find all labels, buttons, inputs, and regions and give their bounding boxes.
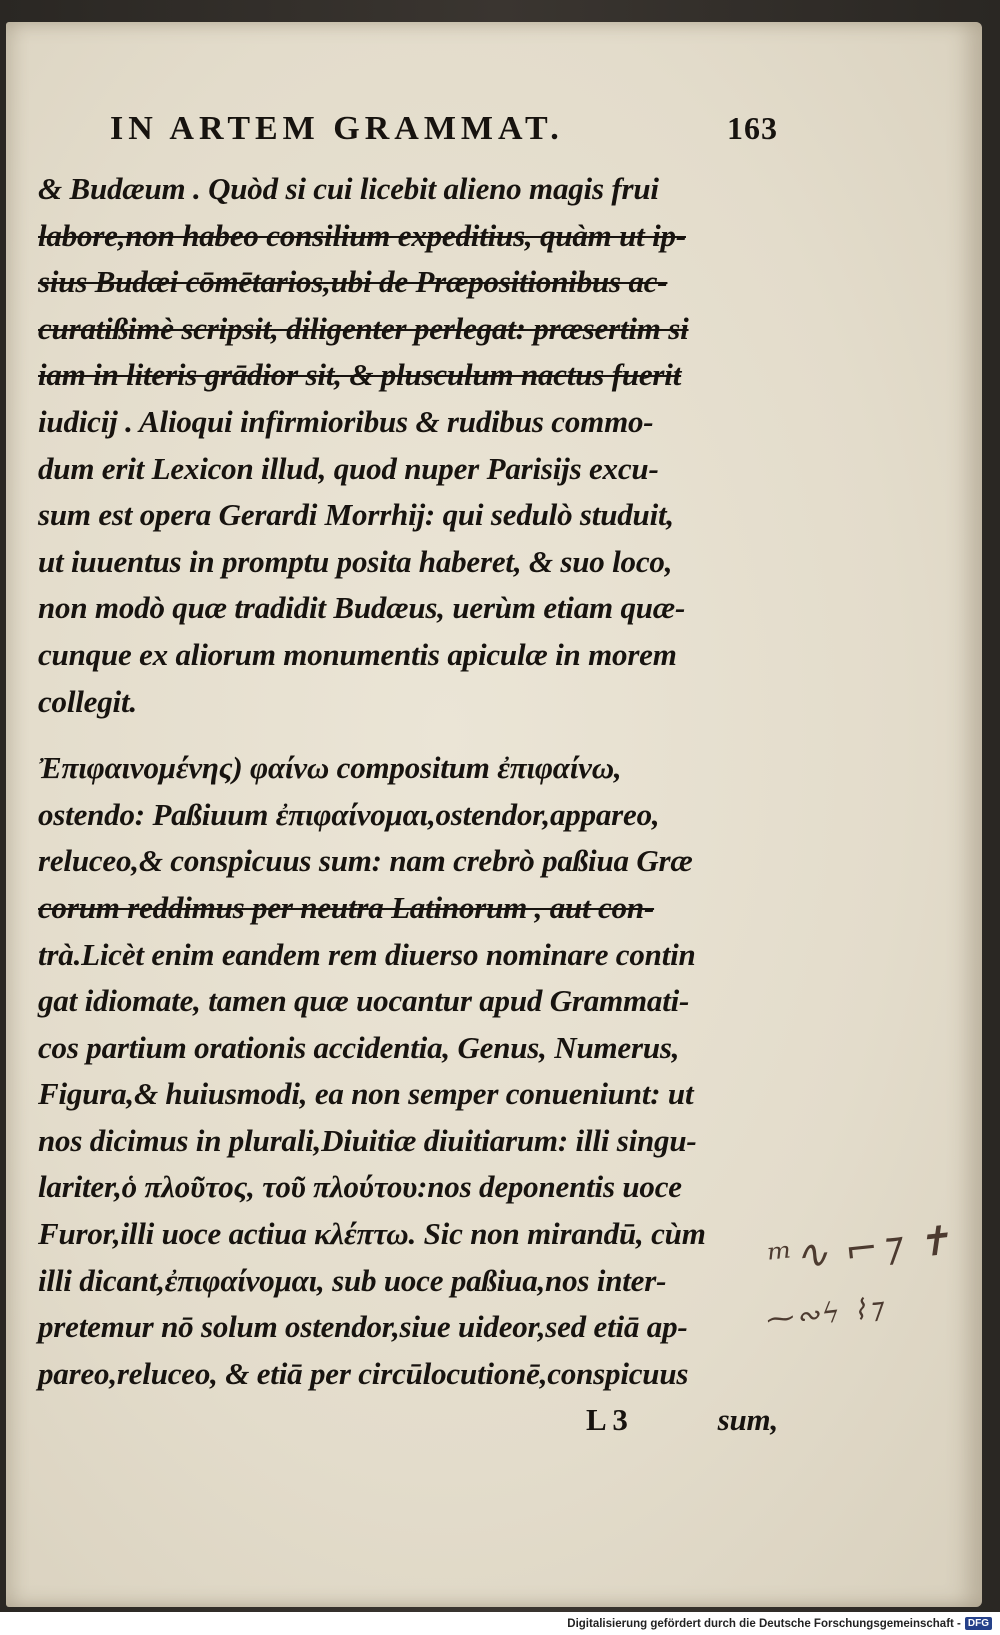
text-line-content: cunque ex aliorum monumentis apiculæ in morem xyxy=(38,636,677,672)
text-line-content: sius Budæi cōmētarios,ubi de Præpositionibus ac- xyxy=(38,264,668,300)
text-line-content: Furor,illi uoce actiua κλέπτω. Sic non mirandū, cùm xyxy=(38,1216,706,1252)
page-number: 163 xyxy=(727,110,778,146)
text-line-content: dum erit Lexicon illud, quod nuper Parisijs excu- xyxy=(38,450,659,486)
marginal-annotation-2: ⁓∾ϟ ⌇⁊ xyxy=(764,1290,886,1337)
text-line xyxy=(38,932,778,979)
text-line-content: iam in literis grādior sit, & plusculum nactus fuerit xyxy=(38,357,682,393)
digitization-credit: Digitalisierung gefördert durch die Deutsche Forschungsgemeinschaft - xyxy=(567,1617,961,1630)
text-line xyxy=(38,352,778,399)
text-line-content: labore,non habeo consilium expeditius, quàm ut ip- xyxy=(38,217,686,253)
text-line xyxy=(38,792,778,839)
text-line xyxy=(38,1304,778,1351)
digitization-credit-bar xyxy=(0,1612,1000,1635)
running-head-title: IN ARTEM GRAMMAT. xyxy=(110,110,564,147)
text-line-content: pareo,reluceo, & etiā per circūlocutionē,conspicuus xyxy=(38,1355,689,1391)
text-line-content: & Budæum . Quòd si cui licebit alieno magis frui xyxy=(38,171,659,206)
text-line xyxy=(38,213,778,260)
text-line xyxy=(38,259,778,306)
text-line xyxy=(38,585,778,632)
text-block xyxy=(38,110,778,1444)
text-line-content: illi dicant,ἐπιφαίνομαι, sub uoce paßiua,nos inter- xyxy=(38,1262,667,1298)
text-line-content: Ἐπιφαινομένης) φαίνω compositum ἐπιφαίνω, xyxy=(38,750,622,786)
text-line xyxy=(38,838,778,885)
text-line-content: gat idiomate, tamen quæ uocantur apud Grammati- xyxy=(38,983,690,1019)
text-line-content: lariter,ὁ πλοῦτος, τοῦ πλούτου:nos deponentis uoce xyxy=(38,1169,682,1205)
text-line xyxy=(38,745,778,792)
text-line xyxy=(38,885,778,932)
text-line xyxy=(38,679,778,726)
page-footer-line xyxy=(38,1397,778,1444)
dfg-logo: DFG xyxy=(965,1617,992,1630)
text-line xyxy=(38,399,778,446)
text-line-content: non modò quæ tradidit Budæus, uerùm etiam quæ- xyxy=(38,590,686,626)
text-line-content: pretemur nō solum ostendor,siue uideor,sed etiā ap- xyxy=(38,1309,688,1345)
text-line-content: cos partium orationis accidentia, Genus, Numerus, xyxy=(38,1029,680,1065)
text-line-content: collegit. xyxy=(38,683,137,719)
text-line xyxy=(38,1025,778,1072)
catchword: sum, xyxy=(717,1402,778,1438)
text-line xyxy=(38,1071,778,1118)
text-line xyxy=(38,446,778,493)
text-line xyxy=(38,1118,778,1165)
text-line-content: ut iuuentus in promptu posita haberet, & suo loco, xyxy=(38,543,673,579)
body-text xyxy=(38,166,778,1397)
text-line xyxy=(38,1211,778,1258)
text-line xyxy=(38,539,778,586)
text-line xyxy=(38,1164,778,1211)
text-line-content: iudicij . Alioqui infirmioribus & rudibus commo- xyxy=(38,403,654,439)
text-line-content: Figura,& huiusmodi, ea non semper conueniunt: ut xyxy=(38,1076,694,1112)
text-line-content: curatißimè scripsit, diligenter perlegat: præsertim si xyxy=(38,310,689,346)
text-line xyxy=(38,306,778,353)
signature-mark: L 3 xyxy=(586,1402,628,1438)
text-line-content: nos dicimus in plurali,Diuitiæ diuitiarum: illi singu- xyxy=(38,1122,697,1158)
text-line xyxy=(38,632,778,679)
text-line-content: reluceo,& conspicuus sum: nam crebrò paßiua Græ xyxy=(38,843,693,879)
text-line-content: trà.Licèt enim eandem rem diuerso nominare contin xyxy=(38,936,696,972)
text-line xyxy=(38,166,778,213)
text-line xyxy=(38,1351,778,1398)
text-line xyxy=(38,978,778,1025)
text-line-content: sum est opera Gerardi Morrhij: qui sedulò studuit, xyxy=(38,497,674,533)
running-head xyxy=(38,110,778,166)
book-page xyxy=(6,22,982,1607)
text-line xyxy=(38,492,778,539)
text-line-content: ostendo: Paßiuum ἐπιφαίνομαι,ostendor,appareo, xyxy=(38,796,660,832)
text-line-content: corum reddimus per neutra Latinorum , aut con- xyxy=(38,889,655,925)
marginal-annotation: ᵐ∿ ⌐⁊ ✝ xyxy=(766,1217,955,1283)
text-line xyxy=(38,1258,778,1305)
